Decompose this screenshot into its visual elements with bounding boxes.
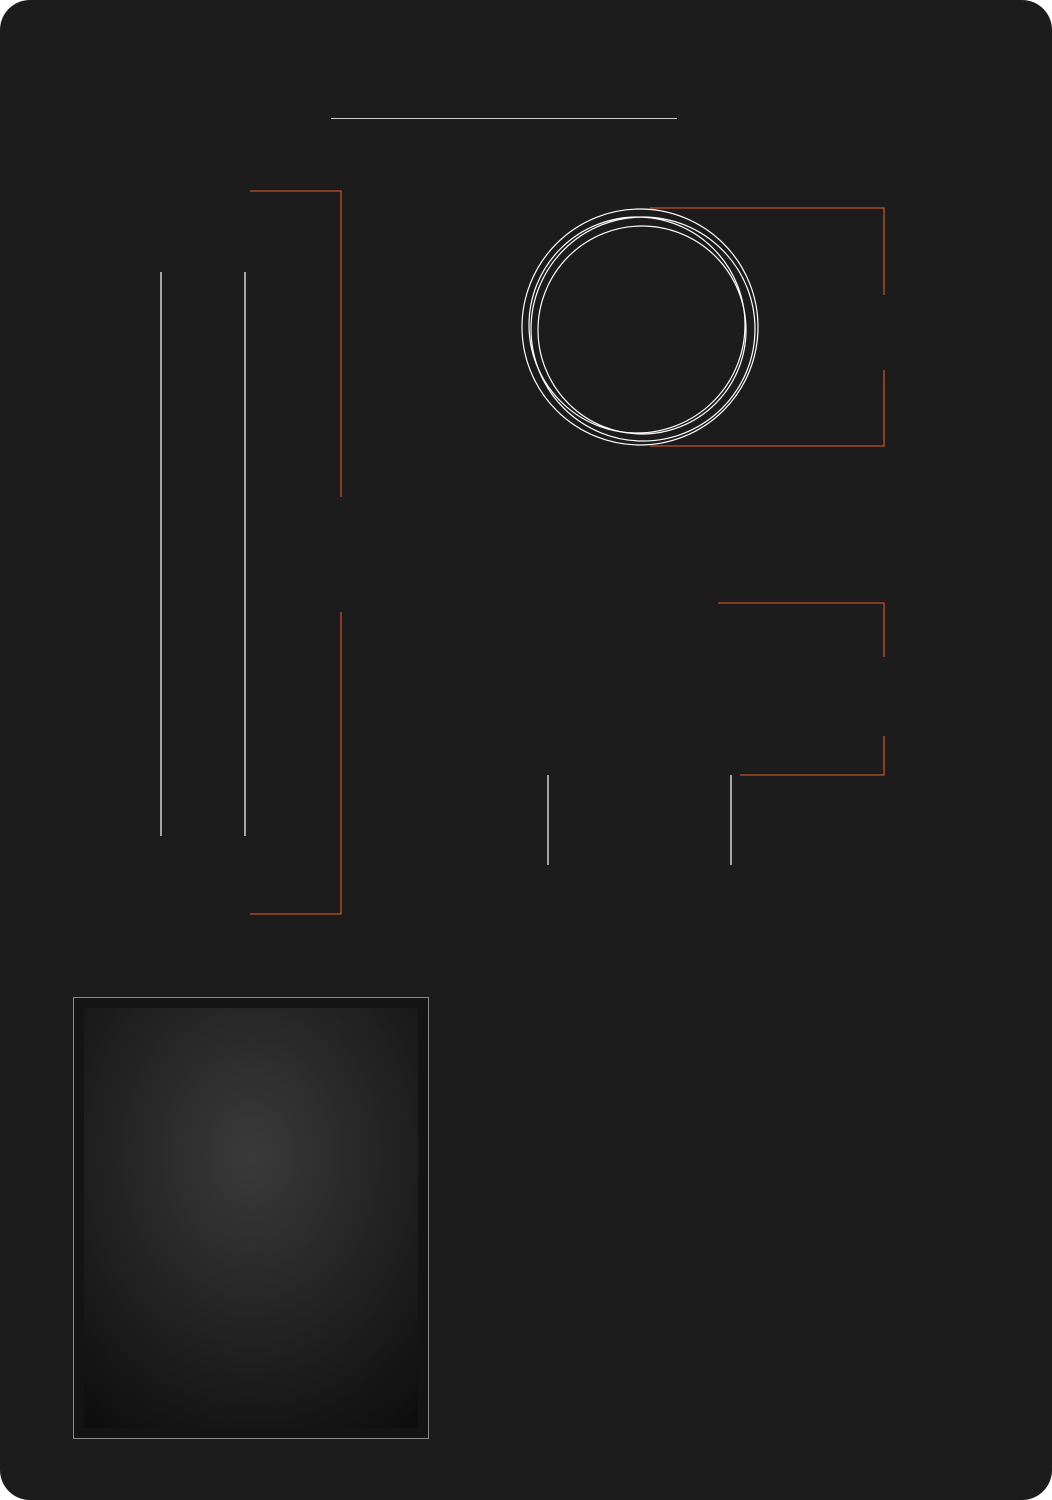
thread-detail-drawing bbox=[548, 775, 731, 865]
product-description bbox=[466, 1012, 986, 1039]
pipes-photo-illustration bbox=[74, 998, 428, 1438]
long-pipe-drawing bbox=[161, 272, 245, 836]
diameter-dimension-line bbox=[650, 208, 884, 446]
product-photo bbox=[73, 997, 429, 1439]
pipe-cross-section bbox=[522, 209, 758, 445]
thread-dimension-line bbox=[718, 603, 884, 775]
length-dimension-line bbox=[250, 191, 341, 914]
